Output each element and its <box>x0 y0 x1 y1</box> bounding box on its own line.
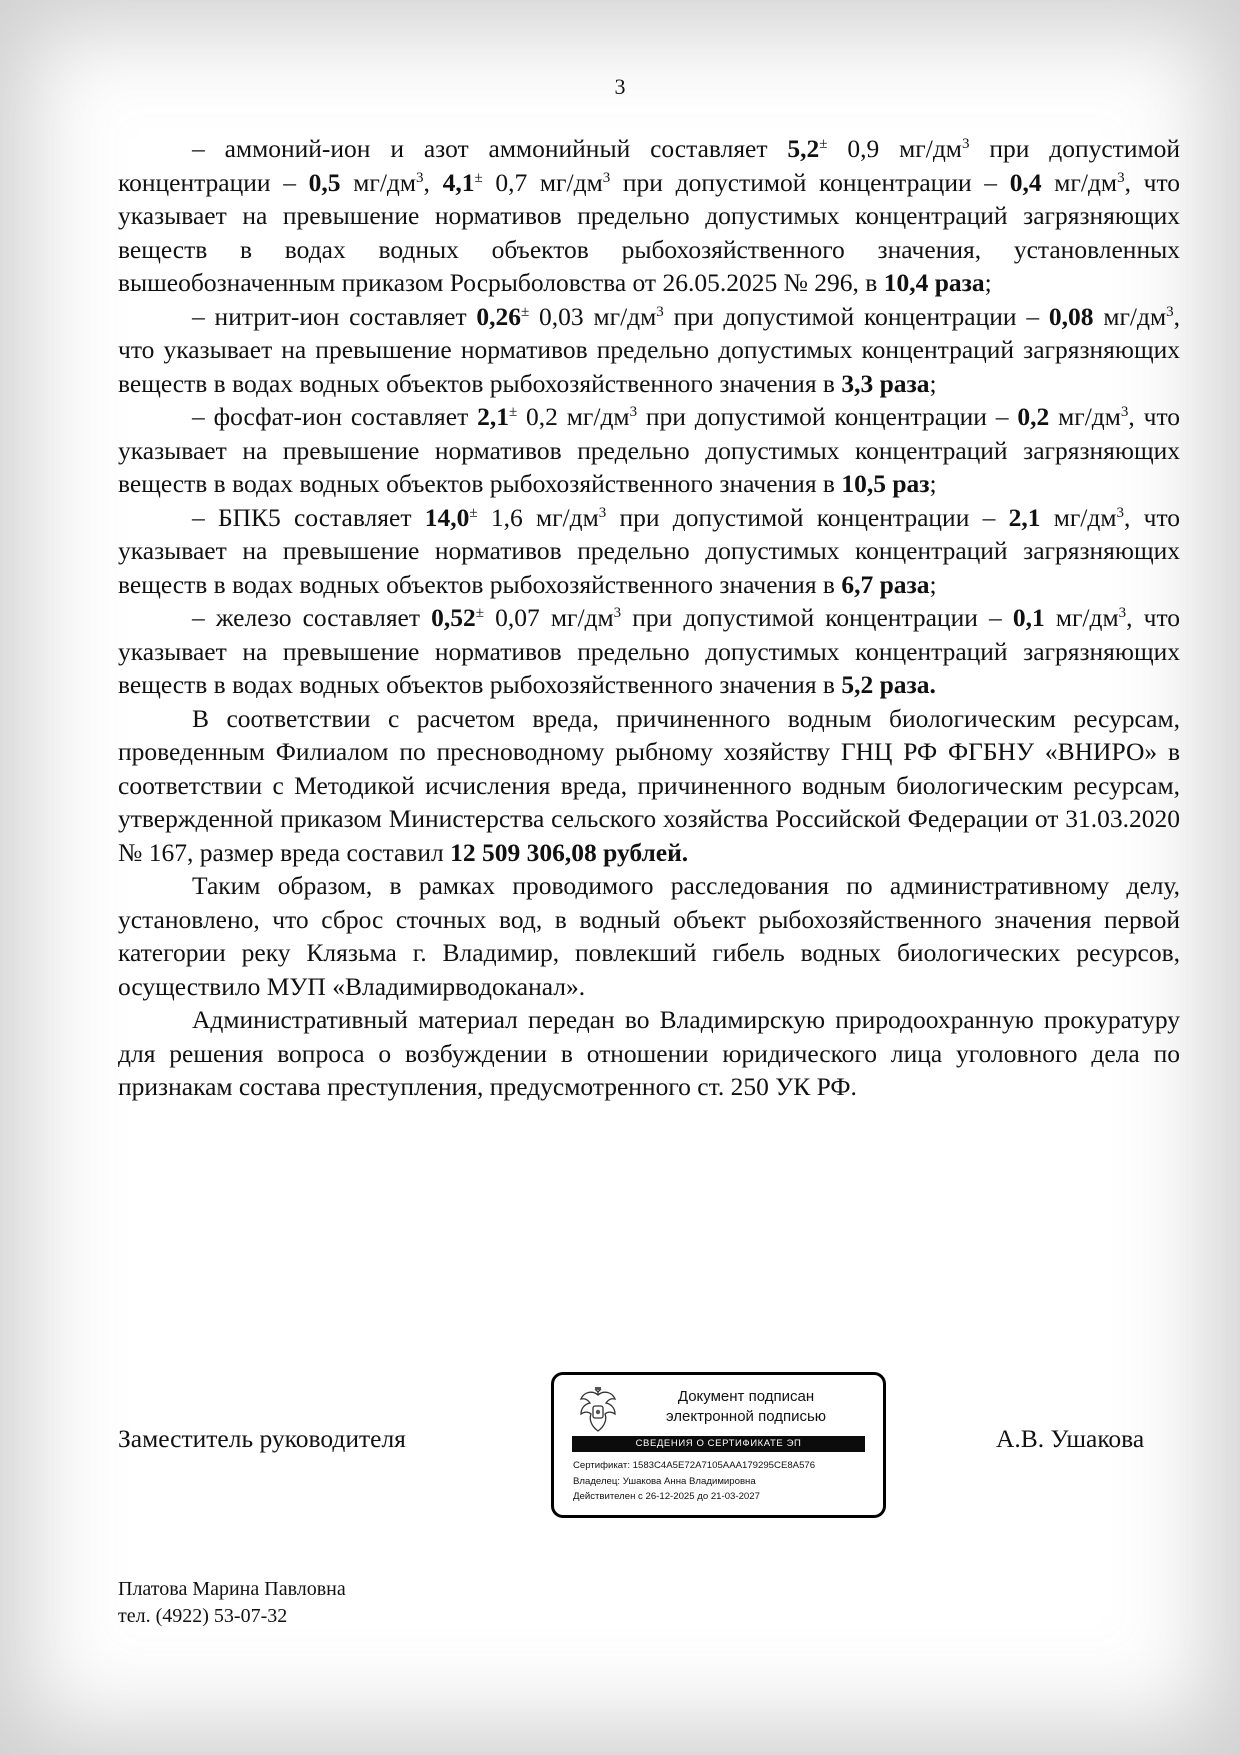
superscript: ± <box>475 605 484 621</box>
text-run: мг/дм <box>1049 402 1121 431</box>
text-run: мг/дм <box>340 167 417 197</box>
bold-value: 10,5 раз <box>841 469 930 498</box>
text-run: 1,6 мг/дм <box>477 502 599 532</box>
page-number: 3 <box>614 74 626 99</box>
text-run: мг/дм <box>1093 301 1167 331</box>
text-run: ; <box>929 569 937 599</box>
text-run: при допустимой концентрации – <box>118 134 1180 197</box>
text-run: при допустимой концентрации – <box>621 603 1013 632</box>
bold-value: 0,08 <box>1048 301 1094 331</box>
stamp-title <box>626 1387 866 1427</box>
text-run: 0,7 мг/дм <box>482 167 603 197</box>
certificate-info-bar: СВЕДЕНИЯ О СЕРТИФИКАТЕ ЭП <box>572 1436 865 1452</box>
text-run: – аммоний-ион и азот аммонийный составляет <box>192 134 788 163</box>
bold-value: 5,2 <box>787 134 820 163</box>
stamp-title-line-2: электронной подписью <box>665 1408 827 1425</box>
text-run: В соответствии с расчетом вреда, причиненного водным биологическим ресурсам, проведенным Филиалом по пресноводному рыбному хозяйству ГНЦ РФ ФГБНУ «ВНИРО» в соответствии с Методикой исчисления вреда, причиненного водным биологическим ресурсам, утвержденной приказом Министерства сельского хозяйства Российской Федерации от 31.03.2020 № 167, размер вреда составил <box>118 703 1180 867</box>
bold-value: 2,1 <box>1008 502 1041 532</box>
text-run: , <box>423 167 443 197</box>
text-run: , что указывает на превышение нормативов предельно допустимых концентраций загрязняющих веществ в водах водных объектов рыбохозяйственного значения в <box>118 402 1181 498</box>
bold-value: 3,3 раза <box>841 368 930 398</box>
executor-name: Платова Марина Павловна <box>118 1578 346 1600</box>
superscript: 3 <box>1118 605 1127 621</box>
superscript: ± <box>469 504 478 521</box>
text-run: 0,07 мг/дм <box>484 603 614 632</box>
bold-value: 0,5 <box>308 167 341 197</box>
text-run: при допустимой концентрации – <box>637 402 1018 431</box>
superscript: 3 <box>602 169 611 186</box>
text-run: , что указывает на превышение нормативов предельно допустимых концентраций загрязняющих веществ в водах водных объектов рыбохозяйственного значения, установленных вышеобозначенным приказом Росрыболовства от 26.05.2025 № 296, в <box>118 167 1180 297</box>
coat-of-arms-icon <box>575 1386 621 1436</box>
bold-value: 0,2 <box>1017 402 1050 431</box>
bold-value: 14,0 <box>424 502 470 532</box>
superscript: ± <box>474 169 483 186</box>
bold-value: 5,2 раза. <box>841 670 936 699</box>
text-run: 0,2 мг/дм <box>517 402 630 431</box>
stamp-title-line-1: Документ подписан <box>677 1388 815 1405</box>
text-run: ; <box>929 469 937 498</box>
signer-name: А.В. Ушакова <box>996 1424 1145 1453</box>
superscript: 3 <box>629 404 638 420</box>
executor-block <box>118 1576 346 1630</box>
certificate-owner: Владелец: Ушакова Анна Владимировна <box>573 1475 756 1487</box>
paragraph <box>118 501 1180 602</box>
text-run: Таким образом, в рамках проводимого расследования по административному делу, установлено, что сброс сточных вод, в водный объект рыбохозяйственного значения первой категории реку Клязьма г. Владимир, повлекший гибель водных биологических ресурсов, осуществило МУП «Владимирводоканал». <box>118 871 1180 1001</box>
text-run: , что указывает на превышение нормативов предельно допустимых концентраций загрязняющих веществ в водах водных объектов рыбохозяйственного значения в <box>118 301 1180 398</box>
text-run: при допустимой концентрации – <box>606 502 1009 532</box>
text-run: мг/дм <box>1044 603 1119 632</box>
paragraph <box>118 601 1180 702</box>
superscript: ± <box>521 303 530 320</box>
text-run: мг/дм <box>1041 167 1118 197</box>
document-body <box>118 132 1180 1104</box>
paragraph <box>118 400 1180 501</box>
paragraph <box>118 702 1180 870</box>
bold-value: 0,1 <box>1012 603 1045 632</box>
executor-phone: тел. (4922) 53-07-32 <box>118 1605 288 1627</box>
superscript: 3 <box>1120 404 1129 420</box>
superscript: 3 <box>598 504 607 521</box>
bold-value: 0,4 <box>1009 167 1042 197</box>
superscript: 3 <box>1116 504 1124 521</box>
signer-position: Заместитель руководителя <box>118 1424 406 1453</box>
certificate-details <box>573 1458 873 1505</box>
bold-value: 0,52 <box>431 603 476 632</box>
bold-value: 2,1 <box>477 402 509 431</box>
paragraph <box>118 869 1180 1003</box>
text-run: – нитрит-ион составляет <box>192 301 477 331</box>
superscript: 3 <box>1117 169 1125 186</box>
text-run: мг/дм <box>1040 502 1117 532</box>
superscript: 3 <box>613 605 622 621</box>
paragraph <box>118 132 1180 300</box>
bold-value: 10,4 раза <box>883 268 985 297</box>
bold-value: 6,7 раза <box>841 569 930 599</box>
bold-value: 12 509 306,08 рублей. <box>450 837 689 867</box>
text-run: 0,03 мг/дм <box>529 301 657 331</box>
certificate-number: Сертификат: 1583C4A5E72A7105AAA179295CE8A576 <box>573 1460 816 1471</box>
superscript: 3 <box>416 169 424 186</box>
text-run: , что указывает на превышение нормативов предельно допустимых концентраций загрязняющих веществ в водах водных объектов рыбохозяйственного значения в <box>118 502 1181 599</box>
superscript: ± <box>819 136 828 152</box>
bold-value: 4,1 <box>442 167 475 197</box>
paragraph <box>118 300 1180 401</box>
superscript: ± <box>508 404 518 420</box>
text-run: при допустимой концентрации – <box>663 301 1049 331</box>
text-run: ; <box>929 368 937 398</box>
electronic-signature-stamp <box>551 1372 886 1518</box>
text-run: – БПК5 составляет <box>192 502 425 532</box>
text-run: – железо составляет <box>192 603 432 632</box>
text-run: , что указывает на превышение нормативов предельно допустимых концентраций загрязняющих веществ в водах водных объектов рыбохозяйственного значения в <box>118 603 1180 699</box>
superscript: 3 <box>1166 303 1174 320</box>
text-run: 0,9 мг/дм <box>827 134 962 163</box>
certificate-validity: Действителен с 26-12-2025 до 21-03-2027 <box>573 1491 760 1502</box>
text-run: Административный материал передан во Владимирскую природоохранную прокуратуру для решения вопроса о возбуждении в отношении юридического лица уголовного дела по признакам состава преступления, предусмотренного ст. 250 УК РФ. <box>118 1005 1180 1101</box>
bold-value: 0,26 <box>476 301 522 331</box>
text-run: ; <box>984 268 992 297</box>
text-run: при допустимой концентрации – <box>610 167 1010 197</box>
superscript: 3 <box>656 303 664 320</box>
superscript: 3 <box>961 136 970 152</box>
paragraph <box>118 1003 1180 1104</box>
text-run: – фосфат-ион составляет <box>192 402 478 431</box>
